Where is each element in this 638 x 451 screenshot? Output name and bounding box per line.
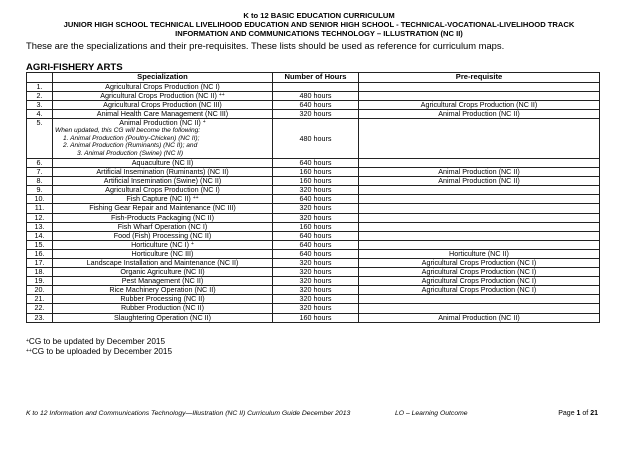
row-number: 7.: [27, 168, 53, 177]
row-number: 14.: [27, 231, 53, 240]
row-number: 3.: [27, 100, 53, 109]
row-note-item: 2. Animal Production (Ruminants) (NC II); and: [63, 142, 198, 150]
row-prerequisite: [359, 240, 600, 249]
table-row: [27, 268, 600, 277]
row-specialization: [53, 109, 273, 118]
row-specialization-text: Artificial Insemination (Ruminants) (NC II): [96, 167, 229, 177]
row-number: 21.: [27, 295, 53, 304]
row-hours: 480 hours: [273, 118, 359, 158]
row-specialization-text: Animal Health Care Management (NC III): [96, 109, 229, 118]
row-specialization-text: Aquaculture (NC II): [131, 158, 194, 167]
row-prerequisite: [359, 195, 600, 204]
table-row: [27, 240, 600, 249]
row-prerequisite: [359, 231, 600, 240]
row-hours: 640 hours: [273, 231, 359, 240]
row-number: 2.: [27, 91, 53, 100]
row-specialization-text: Food (Fish) Processing (NC II): [113, 231, 212, 240]
row-note-item: 3. Animal Production (Swine) (NC II): [77, 149, 184, 157]
row-number: 12.: [27, 213, 53, 222]
table-row: [27, 118, 600, 158]
row-number: 23.: [27, 313, 53, 322]
row-prerequisite: [359, 222, 600, 231]
footer-lo-legend: LO – Learning Outcome: [395, 410, 468, 417]
row-hours: 320 hours: [273, 304, 359, 313]
table-body: [27, 82, 600, 322]
table-row: [27, 177, 600, 186]
row-specialization-text: Slaughtering Operation (NC II): [113, 313, 212, 322]
row-specialization-text: Fishing Gear Repair and Maintenance (NC III): [89, 203, 236, 213]
table-row: [27, 168, 600, 177]
row-number: 6.: [27, 158, 53, 167]
row-specialization-text: Agricultural Crops Production (NC III): [103, 100, 222, 109]
table-row: [27, 231, 600, 240]
section-title: AGRI-FISHERY ARTS: [26, 62, 123, 73]
footnote-upload-text: CG to be uploaded by December 2015: [31, 347, 173, 356]
row-prerequisite: Agricultural Crops Production (NC I): [359, 277, 600, 286]
footer-guide-title: K to 12 Information and Communications Technology—Illustration (NC II) Curriculum Guide December 2013: [26, 410, 351, 417]
row-note-item: 1. Animal Production (Poultry-Chicken) (NC II);: [63, 134, 200, 142]
row-hours: [273, 82, 359, 91]
header-cell-hours: Number of Hours: [273, 73, 359, 83]
row-hours: 640 hours: [273, 240, 359, 249]
row-specialization-text: Fish Capture (NC II): [126, 194, 191, 204]
row-prerequisite: Agricultural Crops Production (NC I): [359, 286, 600, 295]
row-number: 15.: [27, 240, 53, 249]
row-specialization-text: Agricultural Crops Production (NC I): [105, 82, 220, 91]
page-of: of: [582, 410, 589, 417]
row-specialization-text: Animal Production (NC II): [119, 118, 201, 128]
row-number: 20.: [27, 286, 53, 295]
row-prerequisite: Animal Production (NC II): [359, 313, 600, 322]
row-prerequisite: [359, 304, 600, 313]
header-track-title: JUNIOR HIGH SCHOOL TECHNICAL LIVELIHOOD EDUCATION AND SENIOR HIGH SCHOOL - TECHNICAL-VOCATIONAL-LIVELIHOOD TRACK: [63, 20, 575, 29]
row-hours: 320 hours: [273, 258, 359, 267]
row-number: 5.: [27, 118, 53, 158]
table-row: [27, 82, 600, 91]
row-prerequisite: [359, 91, 600, 100]
row-number: 16.: [27, 249, 53, 258]
row-prerequisite: Agricultural Crops Production (NC I): [359, 268, 600, 277]
header-cell-specialization: Specialization: [53, 73, 273, 83]
row-specialization: [53, 158, 273, 167]
row-hours: 640 hours: [273, 100, 359, 109]
row-prerequisite: Animal Production (NC II): [359, 168, 600, 177]
row-specialization: [53, 204, 273, 213]
row-prerequisite: Animal Production (NC II): [359, 109, 600, 118]
row-specialization: [53, 286, 273, 295]
row-number: 8.: [27, 177, 53, 186]
row-specialization: [53, 249, 273, 258]
row-number: 10.: [27, 195, 53, 204]
row-hours: 320 hours: [273, 109, 359, 118]
intro-text: These are the specializations and their pre-requisites. These lists should be used as reference for curriculum maps.: [26, 40, 505, 51]
row-hours: 160 hours: [273, 222, 359, 231]
row-specialization: [53, 100, 273, 109]
table-row: [27, 313, 600, 322]
row-prerequisite: Horticulture (NC II): [359, 249, 600, 258]
row-hours: 320 hours: [273, 295, 359, 304]
header-cell-prerequisite: Pre-requisite: [359, 73, 600, 83]
row-hours: 160 hours: [273, 177, 359, 186]
row-number: 9.: [27, 186, 53, 195]
row-number: 4.: [27, 109, 53, 118]
row-number: 19.: [27, 277, 53, 286]
footnote-update-mark: +: [26, 338, 29, 344]
row-prerequisite: Agricultural Crops Production (NC II): [359, 100, 600, 109]
row-specialization: [53, 313, 273, 322]
table-row: [27, 295, 600, 304]
row-specialization: [53, 277, 273, 286]
row-specialization: [53, 168, 273, 177]
row-specialization-text: Horticulture (NC III): [131, 249, 194, 258]
row-hours: 320 hours: [273, 268, 359, 277]
row-hours: 160 hours: [273, 313, 359, 322]
row-number: 18.: [27, 268, 53, 277]
row-specialization-text: Agricultural Crops Production (NC I): [105, 185, 220, 195]
row-specialization-text: Agricultural Crops Production (NC II): [100, 91, 217, 100]
row-update-mark: ++: [192, 195, 199, 202]
table-row: [27, 286, 600, 295]
row-number: 17.: [27, 258, 53, 267]
row-note-intro: When updated, this CG will become the following:: [55, 127, 201, 135]
header-subject-title: INFORMATION AND COMMUNICATIONS TECHNOLOGY – ILLUSTRATION (NC II): [175, 29, 463, 38]
row-prerequisite: [359, 186, 600, 195]
row-specialization: [53, 82, 273, 91]
row-specialization-text: Pest Management (NC II): [121, 276, 204, 286]
row-hours: 640 hours: [273, 158, 359, 167]
table-row: [27, 91, 600, 100]
row-specialization-text: Fish-Products Packaging (NC II): [110, 213, 215, 222]
row-specialization: [53, 195, 273, 204]
row-specialization: [53, 186, 273, 195]
footnote-upload-mark: ++: [26, 348, 32, 354]
table-row: [27, 304, 600, 313]
row-specialization-text: Rubber Processing (NC II): [120, 294, 205, 304]
row-update-mark: +: [191, 240, 194, 247]
row-prerequisite: [359, 118, 600, 158]
row-specialization: [53, 177, 273, 186]
row-specialization: [53, 231, 273, 240]
row-hours: 320 hours: [273, 213, 359, 222]
footnote-update-text: CG to be updated by December 2015: [28, 337, 166, 346]
row-specialization: [53, 258, 273, 267]
row-hours: 320 hours: [273, 277, 359, 286]
page-current: 1: [576, 410, 581, 417]
row-specialization-text: Fish Wharf Operation (NC I): [117, 222, 208, 231]
row-hours: 320 hours: [273, 204, 359, 213]
row-specialization-text: Rubber Production (NC II): [120, 303, 205, 313]
row-number: 1.: [27, 82, 53, 91]
row-number: 22.: [27, 304, 53, 313]
row-hours: 320 hours: [273, 186, 359, 195]
row-prerequisite: [359, 295, 600, 304]
row-hours: 640 hours: [273, 249, 359, 258]
row-specialization: [53, 295, 273, 304]
footnote-upload: [26, 347, 172, 356]
row-specialization: [53, 118, 273, 158]
page-number: [558, 410, 598, 417]
table-header-row: [27, 73, 600, 83]
row-prerequisite: [359, 82, 600, 91]
row-prerequisite: Agricultural Crops Production (NC I): [359, 258, 600, 267]
table-row: [27, 222, 600, 231]
row-specialization: [53, 222, 273, 231]
row-specialization: [53, 304, 273, 313]
table-row: [27, 258, 600, 267]
row-prerequisite: [359, 204, 600, 213]
specialization-table: [26, 72, 600, 323]
row-hours: 320 hours: [273, 286, 359, 295]
row-update-mark: ++: [218, 91, 225, 98]
row-update-mark: +: [202, 119, 206, 126]
row-specialization: [53, 268, 273, 277]
row-number: 13.: [27, 222, 53, 231]
row-specialization-text: Horticulture (NC I): [131, 240, 189, 249]
row-specialization-text: Organic Agriculture (NC II): [120, 267, 205, 277]
row-specialization-text: Landscape Installation and Maintenance (NC II): [86, 258, 239, 268]
header-cell-num: [27, 73, 53, 83]
row-specialization-text: Rice Machinery Operation (NC II): [109, 285, 216, 295]
row-hours: 480 hours: [273, 91, 359, 100]
table-row: [27, 186, 600, 195]
row-hours: 640 hours: [273, 195, 359, 204]
row-prerequisite: [359, 158, 600, 167]
table-row: [27, 213, 600, 222]
table-row: [27, 158, 600, 167]
footnote-update: [26, 337, 165, 346]
row-specialization-text: Artificial Insemination (Swine) (NC II): [103, 176, 222, 186]
table-row: [27, 277, 600, 286]
page-total: 21: [590, 410, 598, 417]
row-number: 11.: [27, 204, 53, 213]
row-prerequisite: [359, 213, 600, 222]
table-row: [27, 100, 600, 109]
row-specialization: [53, 213, 273, 222]
row-specialization: [53, 91, 273, 100]
row-specialization: [53, 240, 273, 249]
row-hours: 160 hours: [273, 168, 359, 177]
page-label: Page: [558, 410, 575, 417]
table-row: [27, 249, 600, 258]
header-curriculum-title: K to 12 BASIC EDUCATION CURRICULUM: [243, 11, 395, 20]
table-row: [27, 204, 600, 213]
table-row: [27, 109, 600, 118]
table-row: [27, 195, 600, 204]
row-prerequisite: Animal Production (NC II): [359, 177, 600, 186]
